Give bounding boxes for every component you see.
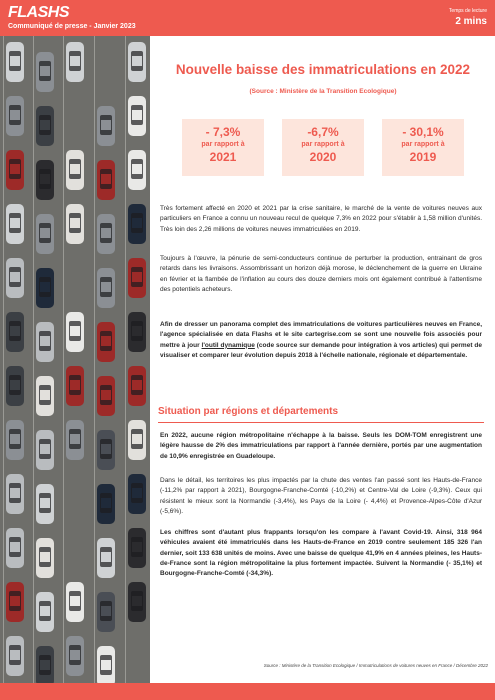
parked-car <box>36 484 54 524</box>
parked-car <box>6 42 24 82</box>
parked-car <box>36 214 54 254</box>
parked-car <box>6 96 24 136</box>
parked-car <box>97 322 115 362</box>
stat-pct: -6,7% <box>307 125 339 139</box>
parked-car <box>66 582 84 622</box>
stat-year: 2019 <box>409 150 437 164</box>
flashs-logo: FLASHS <box>8 4 69 21</box>
section-title: Situation par régions et départements <box>158 406 339 417</box>
header-bar <box>0 0 495 36</box>
stat-par: par rapport à <box>301 141 345 148</box>
parked-car <box>6 528 24 568</box>
read-time-value: 2 mins <box>455 16 487 27</box>
tool-text-a: Afin de dresser un panorama complet des immatriculations de voitures particulières neuves en France, l'agence spécialisée en data Flashs et le site cartegrise.com se sont une nouvelle fois associés pour mettre à jour <box>160 321 482 349</box>
parked-car <box>128 474 146 514</box>
stat-year: 2021 <box>209 150 237 164</box>
parked-car <box>36 106 54 146</box>
parked-car <box>97 484 115 524</box>
press-release-label: Communiqué de presse - Janvier 2023 <box>8 23 136 30</box>
stat-card-2020 <box>282 119 364 176</box>
read-time <box>449 8 487 27</box>
parked-car <box>128 366 146 406</box>
parked-car <box>97 430 115 470</box>
parked-car <box>6 420 24 460</box>
parked-car <box>66 42 84 82</box>
parked-car <box>6 582 24 622</box>
parked-car <box>6 150 24 190</box>
parked-car <box>97 538 115 578</box>
parked-car <box>36 268 54 308</box>
parking-lot-image <box>0 36 150 683</box>
parked-car <box>66 420 84 460</box>
parked-car <box>128 150 146 190</box>
parked-car <box>128 258 146 298</box>
parked-car <box>97 592 115 632</box>
parked-car <box>36 376 54 416</box>
dynamic-tool-link[interactable]: l'outil dynamique <box>201 341 255 349</box>
stat-pct: - 7,3% <box>205 125 241 139</box>
parked-car <box>36 322 54 362</box>
stat-card-2019 <box>382 119 464 176</box>
paragraph-intro: Très fortement affecté en 2020 et 2021 par la crise sanitaire, le marché de la vente de voitures neuves aux particuliers en France a connu un nouveau recul de quelque 7,3% en 2022 pour s'établir à 1,58 million d'unités. Très loin des 2,26 millions de voitures neuves immatriculées en 2019. <box>160 205 482 233</box>
stats-row <box>182 119 464 176</box>
page-title: Nouvelle baisse des immatriculations en 2022 <box>175 62 471 77</box>
parked-car <box>97 160 115 200</box>
source-subtitle: (Source : Ministère de la Transition Ecologique) <box>249 88 397 95</box>
tool-text-b: (code source sur demande pour intégration à vos articles) qui permet de visualiser et comparer leur évolution depuis 2018 à l'échelle nationale, régionale et départementale. <box>160 341 482 359</box>
paragraph-shortage: Toujours à l'œuvre, la pénurie de semi-conducteurs continue de perturber la production, entrainant de gros retards dans les livraisons. Assombrissant un horizon déjà morose, le déclenchement de la guerre en Ukraine en février et la flambée de l'inflation au cours des douze derniers mois ont également contribué à l'attentisme des potentiels acheteurs. <box>160 255 482 293</box>
paragraph-detail: Dans le détail, les territoires les plus impactés par la chute des ventes l'an passé sont les Hauts-de-France (-11,2% par rapport à 2021), Bourgogne-Franche-Comté (-10,2%) et Centre-Val de Loire (-9,3%). Ceux qui résistent le mieux sont la Normandie (-3,4%), les Pays de la Loire (- 4,4%) et Provence-Alpes-Côte d'Azur (-5,6%). <box>160 477 482 515</box>
stat-year: 2020 <box>309 150 337 164</box>
section-divider <box>158 422 484 423</box>
parked-car <box>128 528 146 568</box>
parked-car <box>97 214 115 254</box>
parked-car <box>66 150 84 190</box>
parked-car <box>66 366 84 406</box>
paragraph-covid: Les chiffres sont d'autant plus frappants lorsqu'on les compare à l'avant Covid-19. Ainsi, 318 964 véhicules avaient été immatriculés dans les Hauts-de-France en 2019 contre seulement 185 326 l'an dernier, soit 133 638 unités de moins. Avec une baisse de quelque 41,9% en 4 années pleines, les Hauts-de-France sont la région métropolitaine la plus fortement impactée. Suivent la Normandie (- 35,1%) et Bourgogne-Franche-Comté (-34,3%). <box>160 529 482 578</box>
stat-par: par rapport à <box>201 141 245 148</box>
stat-card-2021 <box>182 119 264 176</box>
parked-car <box>97 106 115 146</box>
paragraph-tool <box>160 320 482 361</box>
parked-car <box>36 538 54 578</box>
parked-car <box>128 204 146 244</box>
paragraph-regions: En 2022, aucune région métropolitaine n'échappe à la baisse. Seuls les DOM-TOM enregistrent une légère hausse de 2% des immatriculations par rapport à l'année dernière, portés par une augmentation de 10,9% enregistrée en Guadeloupe. <box>160 432 482 460</box>
parked-car <box>97 376 115 416</box>
parked-car <box>128 420 146 460</box>
parked-car <box>66 204 84 244</box>
parked-car <box>36 646 54 683</box>
parked-car <box>128 42 146 82</box>
parked-car <box>6 474 24 514</box>
parked-car <box>36 592 54 632</box>
stat-pct: - 30,1% <box>402 125 444 139</box>
parked-car <box>66 636 84 676</box>
parked-car <box>36 160 54 200</box>
parked-car <box>36 52 54 92</box>
parked-car <box>6 636 24 676</box>
parked-car <box>128 312 146 352</box>
parked-car <box>128 96 146 136</box>
parked-car <box>128 582 146 622</box>
source-footnote: Source : Ministère de la Transition Ecologique / Immatriculations de voitures neuves en France / Décembre 2022 <box>263 663 488 668</box>
parked-car <box>6 204 24 244</box>
parked-car <box>97 268 115 308</box>
parked-car <box>6 366 24 406</box>
parked-car <box>6 312 24 352</box>
footer-bar <box>0 683 495 700</box>
parked-car <box>66 312 84 352</box>
parked-car <box>6 258 24 298</box>
main-content <box>158 36 488 683</box>
stat-par: par rapport à <box>401 141 445 148</box>
read-time-label: Temps de lecture <box>448 8 487 14</box>
parked-car <box>36 430 54 470</box>
parked-car <box>97 646 115 683</box>
